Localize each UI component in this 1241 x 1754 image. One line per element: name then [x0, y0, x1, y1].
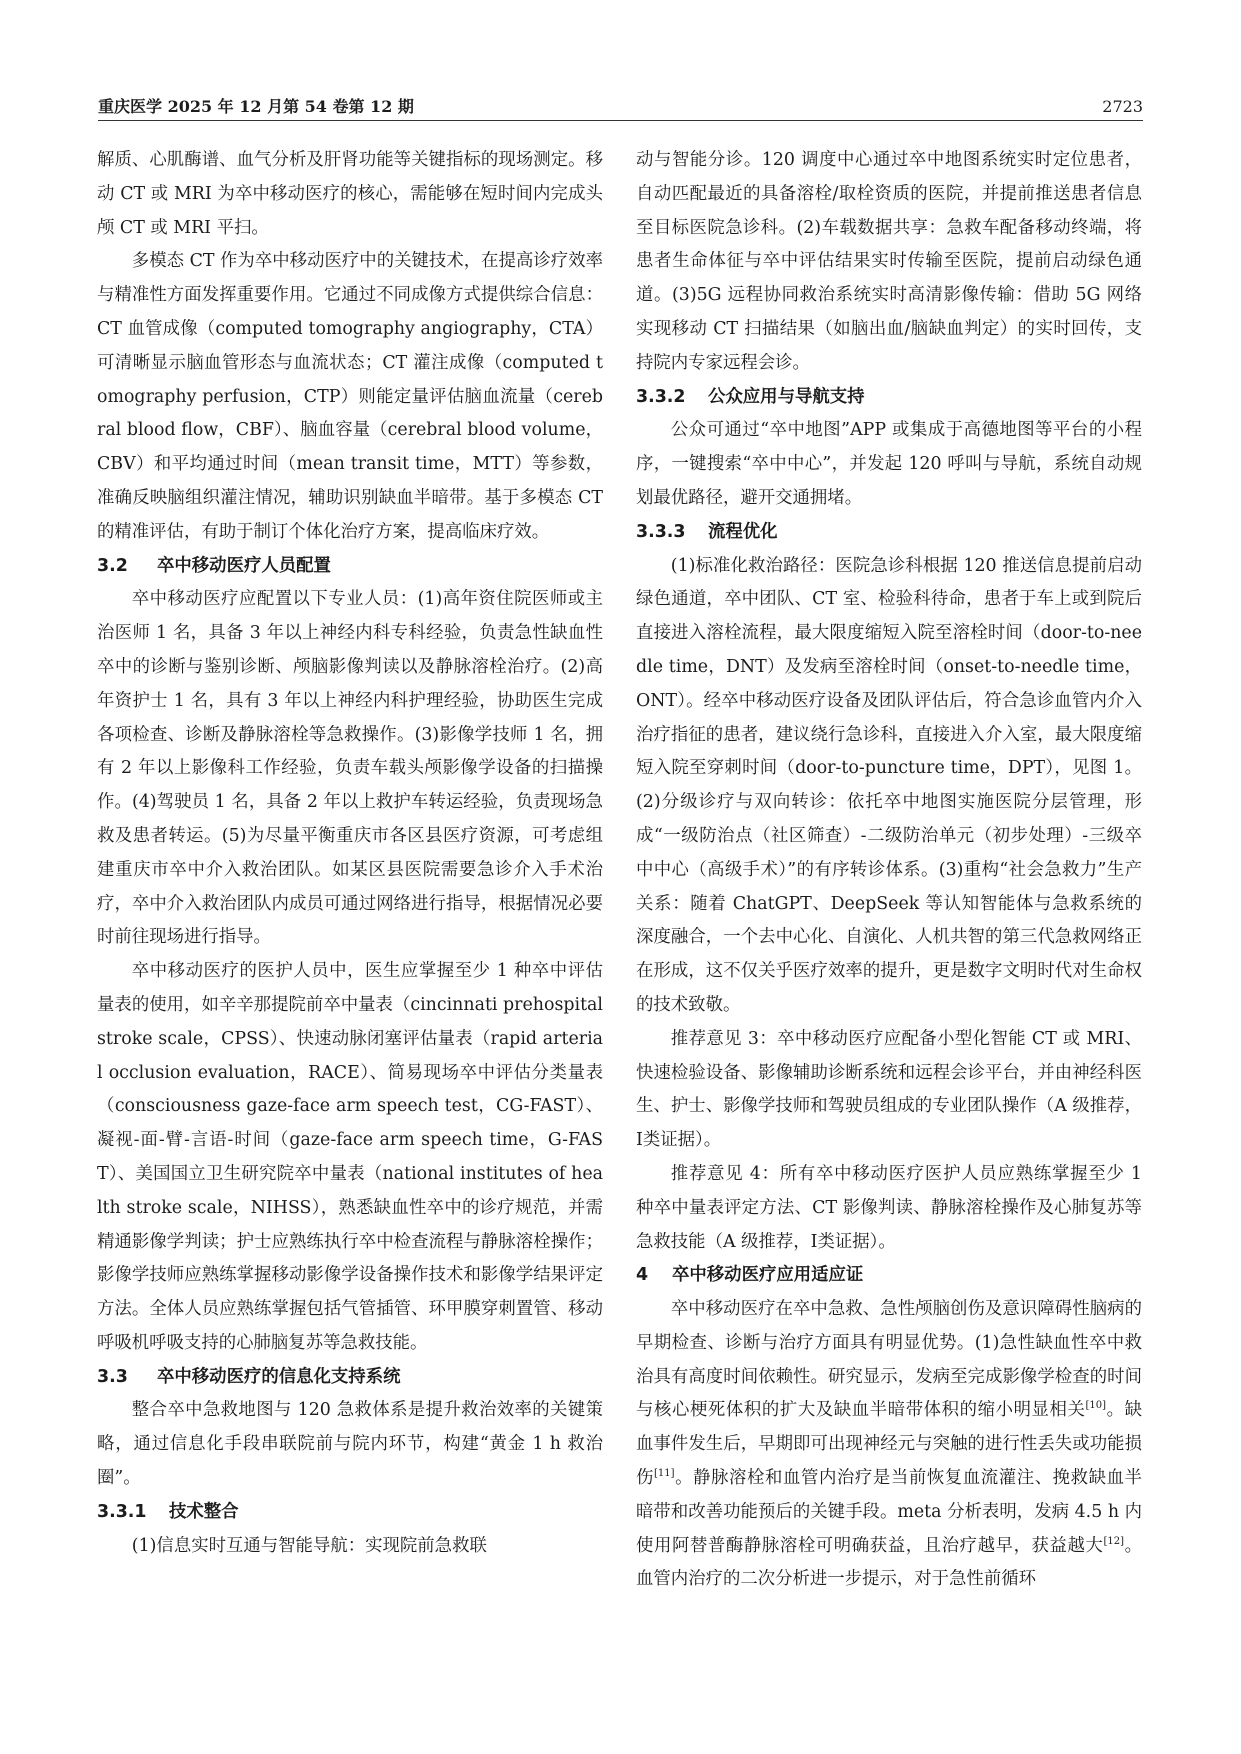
section-number: 3.3 [97, 1366, 128, 1387]
section-title: 公众应用与导航支持 [708, 386, 865, 407]
citation-ref[interactable]: [11] [653, 1468, 675, 1480]
paragraph [636, 1293, 1142, 1597]
recommendation-4: 推荐意见 4：所有卒中移动医疗医护人员应熟练掌握至少 1 种卒中量表评定方法、CT 影像判读、静脉溶栓操作及心肺复苏等急救技能（A 级推荐，Ⅰ类证据）。 [636, 1163, 1142, 1252]
section-heading-3-3-2 [636, 381, 1142, 415]
paragraph: 多模态 CT 作为卒中移动医疗中的关键技术，在提高诊疗效率与精准性方面发挥重要作用。它通过不同成像方式提供综合信息：CT 血管成像（computed tomography angiography，CTA）可清晰显示脑血管形态与血流状态；CT 灌注成像（computed tomography perfusion，CTP）则能定量评估脑血流量（cerebral blood flow，CBF）、脑血容量（cerebral blood volume，CBV）和平均通过时间（mean transit time，MTT）等参数，准确反映脑组织灌注情况，辅助识别缺血半暗带。基于多模态 CT 的精准评估，有助于制订个体化治疗方案，提高临床疗效。 [97, 251, 603, 542]
text-run: 。缺血事件发生后，早期即可出现神经元与突触的进行性丢失或功能损伤 [636, 1400, 1142, 1489]
paragraph: (1)信息实时互通与智能导航：实现院前急救联 [131, 1535, 487, 1556]
paragraph: 动与智能分诊。120 调度中心通过卒中地图系统实时定位患者，自动匹配最近的具备溶栓/取栓资质的医院，并提前推送患者信息至目标医院急诊科。(2)车载数据共享：急救车配备移动终端，将患者生命体征与卒中评估结果实时传输至医院，提前启动绿色通道。(3)5G 远程协同救治系统实时高清影像传输：借助 5G 网络实现移动 CT 扫描结果（如脑出血/脑缺血判定）的实时回传，支持院内专家远程会诊。 [636, 150, 1142, 373]
text-run: 。血管内治疗的二次分析进一步提示，对于急性前循环 [636, 1535, 1142, 1590]
section-number: 3.3.3 [636, 521, 686, 542]
section-number: 3.3.2 [636, 386, 686, 407]
section-title: 卒中移动医疗应用适应证 [672, 1265, 864, 1286]
paragraph: (1)标准化救治路径：医院急诊科根据 120 推送信息提前启动绿色通道，卒中团队、CT 室、检验科待命，患者于车上或到院后直接进入溶栓流程，最大限度缩短入院至溶栓时间（door-to-needle time，DNT）及发病至溶栓时间（onset-to-needle time，ONT）。经卒中移动医疗设备及团队评估后，符合急诊血管内介入治疗指征的患者，建议绕行急诊科，直接进入介入室，最大限度缩短入院至穿刺时间（door-to-puncture time，DPT），见图 1。(2)分级诊疗与双向转诊：依托卒中地图实施医院分层管理，形成“一级防治点（社区筛查）-二级防治单元（初步处理）-三级卒中中心（高级手术）”的有序转诊体系。(3)重构“社会急救力”生产关系：随着 ChatGPT、DeepSeek 等认知智能体与急救系统的深度融合，一个去中心化、自演化、人机共智的第三代急救网络正在形成，这不仅关乎医疗效率的提升，更是数字文明时代对生命权的技术致敬。 [636, 555, 1142, 1015]
section-heading-4 [636, 1259, 1142, 1293]
citation-ref[interactable]: [12] [1103, 1535, 1124, 1547]
page-number: 2723 [1102, 97, 1143, 116]
paragraph: 卒中移动医疗应配置以下专业人员：(1)高年资住院医师或主治医师 1 名，具备 3 年以上神经内科专科经验，负责急性缺血性卒中的诊断与鉴别诊断、颅脑影像判读以及静脉溶栓治疗。(2)高年资护士 1 名，具有 3 年以上神经内科护理经验，协助医生完成各项检查、诊断及静脉溶栓等急救操作。(3)影像学技师 1 名，拥有 2 年以上影像科工作经验，负责车载头颅影像学设备的扫描操作。(4)驾驶员 1 名，具备 2 年以上救护车转运经验，负责现场急救及患者转运。(5)为尽量平衡重庆市各区县医疗资源，可考虑组建重庆市卒中介入救治团队。如某区县医院需要急诊介入手术治疗，卒中介入救治团队内成员可通过网络进行指导，根据情况必要时前往现场进行指导。 [97, 589, 603, 948]
section-title: 卒中移动医疗人员配置 [157, 555, 331, 576]
section-heading-3-2 [97, 550, 603, 584]
text-run: 。静脉溶栓和血管内治疗是当前恢复血流灌注、挽救缺血半暗带和改善功能预后的关键手段。meta 分析表明，发病 4.5 h 内使用阿替普酶静脉溶栓可明确获益，且治疗越早，获益越大 [636, 1468, 1142, 1556]
left-column [97, 144, 603, 1563]
paragraph: 整合卒中急救地图与 120 急救体系是提升救治效率的关键策略，通过信息化手段串联院前与院内环节，构建“黄金 1 h 救治圈”。 [97, 1400, 603, 1489]
section-number: 4 [636, 1265, 649, 1286]
section-title: 技术整合 [169, 1501, 239, 1522]
section-title: 流程优化 [708, 521, 778, 542]
section-heading-3-3 [97, 1361, 603, 1395]
text-run: 卒中移动医疗在卒中急救、急性颅脑创伤及意识障碍性脑病的早期检查、诊断与治疗方面具有明显优势。(1)急性缺血性卒中救治具有高度时间依赖性。研究显示，发病至完成影像学检查的时间与核心梗死体积的扩大及缺血半暗带体积的缩小明显相关 [636, 1299, 1142, 1421]
right-column [636, 144, 1142, 1597]
paragraph: 解质、心肌酶谱、血气分析及肝肾功能等关键指标的现场测定。移动 CT 或 MRI 为卒中移动医疗的核心，需能够在短时间内完成头颅 CT 或 MRI 平扫。 [97, 150, 603, 238]
citation-ref[interactable]: [10] [1085, 1400, 1107, 1412]
journal-citation: 重庆医学 2025 年 12 月第 54 卷第 12 期 [98, 97, 414, 116]
section-title: 卒中移动医疗的信息化支持系统 [157, 1366, 401, 1387]
paragraph: 公众可通过“卒中地图”APP 或集成于高德地图等平台的小程序，一键搜索“卒中中心”，并发起 120 呼叫与导航，系统自动规划最优路径，避开交通拥堵。 [636, 420, 1142, 508]
section-number: 3.3.1 [97, 1501, 147, 1522]
recommendation-3: 推荐意见 3：卒中移动医疗应配备小型化智能 CT 或 MRI、快速检验设备、影像辅助诊断系统和远程会诊平台，并由神经科医生、护士、影像学技师和驾驶员组成的专业团队操作（A 级推荐，Ⅰ类证据）。 [636, 1028, 1142, 1151]
running-header [98, 94, 1143, 121]
section-heading-3-3-3 [636, 516, 1142, 550]
paragraph: 卒中移动医疗的医护人员中，医生应掌握至少 1 种卒中评估量表的使用，如辛辛那提院前卒中量表（cincinnati prehospital stroke scale，CPSS）、快速动脉闭塞评估量表（rapid arterial occlusion evaluation，RACE）、简易现场卒中评估分类量表（consciousness gaze-face arm speech test，CG-FAST）、凝视-面-臂-言语-时间（gaze-face arm speech time，G-FAST）、美国国立卫生研究院卒中量表（national institutes of health stroke scale，NIHSS），熟悉缺血性卒中的诊疗规范，并需精通影像学判读；护士应熟练执行卒中检查流程与静脉溶栓操作；影像学技师应熟练掌握移动影像学设备操作技术和影像学结果评定方法。全体人员应熟练掌握包括气管插管、环甲膜穿刺置管、移动呼吸机呼吸支持的心肺脑复苏等急救技能。 [97, 961, 603, 1353]
section-number: 3.2 [97, 555, 128, 576]
section-heading-3-3-1 [97, 1496, 603, 1530]
